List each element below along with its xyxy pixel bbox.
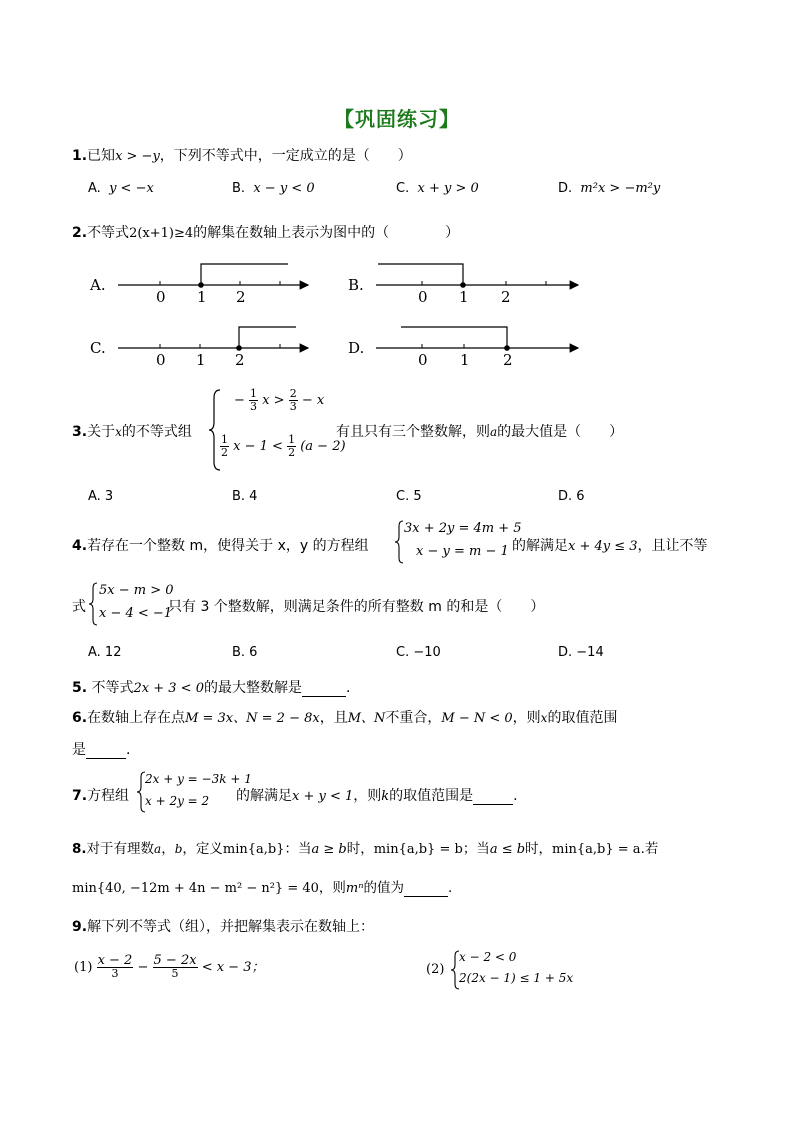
math-inequality: 2(x+1)≥4 bbox=[129, 226, 194, 241]
question-text: ，则 bbox=[512, 710, 541, 726]
question-4-line-1 bbox=[72, 535, 369, 555]
question-text: 若存在一个整数 m，使得关于 x，y 的方程组 bbox=[87, 538, 369, 554]
question-text: 不重合， bbox=[385, 710, 442, 726]
option-a: A. 3 bbox=[88, 489, 114, 504]
problem-9-1 bbox=[74, 955, 264, 980]
question-text: ，则 bbox=[353, 788, 382, 804]
math-text: < x − 3； bbox=[201, 960, 265, 975]
question-text: 解下列不等式（组），并把解集表示在数轴上： bbox=[87, 919, 375, 935]
solution-bracket bbox=[201, 264, 288, 285]
option-label: A. bbox=[90, 276, 106, 294]
answer-blank[interactable] bbox=[404, 880, 448, 897]
solution-bracket bbox=[401, 327, 507, 348]
question-text: 在数轴上存在点 bbox=[87, 710, 186, 726]
option-label: C. bbox=[396, 181, 410, 196]
option-d bbox=[558, 181, 660, 196]
page-title: 【巩固练习】 bbox=[334, 107, 460, 131]
math-condition: a ≤ b bbox=[489, 842, 526, 857]
question-text: 的解满足 bbox=[512, 538, 568, 554]
question-3-suffix bbox=[336, 421, 623, 441]
math-text: − bbox=[137, 960, 149, 975]
fraction-den: 2 bbox=[288, 446, 296, 459]
system-line-2: x − 4 < −1 bbox=[99, 606, 173, 621]
punctuation: . bbox=[345, 680, 351, 696]
option-label: B. bbox=[232, 181, 246, 196]
option-label: D. bbox=[558, 181, 573, 196]
math-var: x bbox=[115, 425, 122, 439]
fraction bbox=[220, 434, 229, 459]
question-text: 的最大值是（ ） bbox=[497, 424, 624, 440]
question-text: ，且让不等 bbox=[637, 538, 708, 554]
question-text: 的取值范围 bbox=[547, 710, 618, 726]
question-number: 5. bbox=[72, 680, 88, 696]
question-text: 时， bbox=[525, 841, 553, 857]
question-number: 3. bbox=[72, 424, 88, 440]
problem-9-2-label: (2) bbox=[426, 962, 445, 977]
question-6-line-2 bbox=[72, 739, 130, 759]
option-d: D. 6 bbox=[558, 489, 585, 504]
question-number: 2. bbox=[72, 225, 88, 241]
math-expr: min{a,b} bbox=[222, 842, 285, 857]
system-line-2: 2(2x − 1) ≤ 1 + 5x bbox=[459, 971, 574, 985]
system-brace bbox=[394, 520, 404, 564]
question-text: 的解满足 bbox=[236, 788, 292, 804]
punctuation: . bbox=[513, 788, 518, 804]
question-text: 已知 bbox=[87, 148, 116, 164]
system-line-2 bbox=[220, 434, 346, 459]
math-var: a bbox=[490, 425, 498, 439]
question-text: 的最大整数解是 bbox=[203, 680, 302, 696]
system-line-1: 2x + y = −3k + 1 bbox=[145, 772, 252, 786]
fraction-den: 3 bbox=[111, 967, 119, 980]
fraction-den: 2 bbox=[221, 446, 228, 459]
fraction-num: 5 − 2x bbox=[153, 953, 197, 968]
tick-label: 2 bbox=[235, 351, 245, 369]
option-c: C. −10 bbox=[396, 645, 441, 660]
question-text: 不等式 bbox=[87, 225, 130, 241]
math-var: k bbox=[381, 789, 390, 804]
option-c bbox=[396, 181, 479, 196]
question-4-line-2b: 只有 3 个整数解，则满足条件的所有整数 m 的和是（ ） bbox=[168, 599, 545, 615]
tick-label: 2 bbox=[501, 288, 511, 306]
option-math: x + y > 0 bbox=[417, 181, 479, 196]
math-var: mⁿ bbox=[345, 881, 364, 896]
system-brace bbox=[208, 388, 222, 472]
question-text: 对于有理数 bbox=[86, 841, 155, 857]
punctuation: ， bbox=[161, 841, 175, 857]
question-9 bbox=[72, 916, 374, 936]
tick-label: 0 bbox=[418, 288, 428, 306]
question-text: 的值为 bbox=[363, 880, 405, 896]
fraction-num: 1 bbox=[221, 433, 228, 446]
system-line-1 bbox=[234, 388, 324, 413]
fraction bbox=[97, 955, 134, 980]
math-text: (a − 2) bbox=[300, 439, 346, 454]
question-2 bbox=[72, 222, 459, 242]
fraction-num: 2 bbox=[289, 387, 297, 400]
answer-blank[interactable] bbox=[86, 742, 126, 759]
solution-bracket bbox=[239, 327, 296, 348]
fraction bbox=[289, 388, 298, 413]
question-text: ，下列不等式中，一定成立的是（ ） bbox=[159, 148, 412, 164]
question-text: 时， bbox=[346, 841, 374, 857]
option-b: B. 4 bbox=[232, 489, 258, 504]
tick-label: 0 bbox=[156, 288, 166, 306]
answer-blank[interactable] bbox=[302, 680, 346, 697]
system-line-1: 3x + 2y = 4m + 5 bbox=[404, 521, 522, 536]
number-line-figures bbox=[80, 252, 600, 372]
tick-label: 0 bbox=[156, 351, 166, 369]
question-text: 的取值范围是 bbox=[389, 788, 474, 804]
question-number: 9. bbox=[72, 919, 88, 935]
question-text: 有且只有三个整数解，则 bbox=[336, 424, 490, 440]
system-line-2: x + 2y = 2 bbox=[145, 794, 210, 808]
answer-blank[interactable] bbox=[473, 788, 513, 805]
system-line-1: x − 2 < 0 bbox=[459, 950, 517, 964]
math-points: M = 3x、N = 2 − 8x bbox=[185, 711, 320, 726]
option-label: A. bbox=[88, 181, 101, 196]
fraction bbox=[287, 434, 296, 459]
question-8-line-1 bbox=[72, 837, 658, 857]
math-text: x − 1 < bbox=[233, 439, 283, 454]
math-condition: x > −y bbox=[115, 149, 160, 164]
math-condition: M − N < 0 bbox=[441, 711, 513, 726]
tick-label: 2 bbox=[503, 351, 513, 369]
question-text: 方程组 bbox=[87, 788, 130, 804]
punctuation: . bbox=[126, 742, 131, 758]
fraction-den: 3 bbox=[250, 400, 258, 413]
math-text: − bbox=[234, 393, 245, 408]
question-4-line-1b bbox=[512, 535, 708, 555]
system-line-2: x − y = m − 1 bbox=[416, 544, 509, 559]
question-number: 4. bbox=[72, 538, 88, 554]
option-b: B. 6 bbox=[232, 645, 258, 660]
math-condition: a ≥ b bbox=[311, 842, 347, 857]
question-text: ；当 bbox=[462, 841, 490, 857]
option-d: D. −14 bbox=[558, 645, 604, 660]
question-number: 6. bbox=[72, 710, 88, 726]
fraction-num: x − 2 bbox=[97, 953, 133, 968]
question-text: 关于 bbox=[87, 424, 116, 440]
math-condition: x + y < 1 bbox=[292, 789, 354, 804]
option-a bbox=[88, 181, 154, 196]
fraction-num: 1 bbox=[250, 387, 258, 400]
option-math: m²x > −m²y bbox=[580, 181, 661, 196]
option-b bbox=[232, 181, 315, 196]
math-inequality: 2x + 3 < 0 bbox=[133, 681, 204, 696]
fraction bbox=[153, 955, 198, 980]
math-var: b bbox=[174, 842, 183, 856]
question-8-line-2 bbox=[72, 876, 452, 897]
math-var: M、N bbox=[347, 711, 386, 726]
option-a: A. 12 bbox=[88, 645, 122, 660]
question-4-line-2a: 式 bbox=[72, 599, 86, 615]
tick-label: 1 bbox=[459, 288, 469, 306]
math-text: x > bbox=[262, 393, 285, 408]
system-line-1: 5x − m > 0 bbox=[99, 583, 174, 598]
question-text: 的不等式组 bbox=[121, 424, 192, 440]
question-7-prefix bbox=[72, 785, 129, 805]
math-text: − x bbox=[301, 393, 325, 408]
tick-label: 0 bbox=[418, 351, 428, 369]
fraction-den: 3 bbox=[289, 400, 297, 413]
math-var: a bbox=[154, 842, 162, 856]
math-var: x bbox=[540, 711, 548, 725]
option-math: x − y < 0 bbox=[253, 181, 315, 196]
option-label: D. bbox=[348, 339, 365, 357]
tick-label: 1 bbox=[197, 288, 207, 306]
question-text: ，定义 bbox=[182, 841, 223, 857]
question-text: .若 bbox=[640, 841, 659, 857]
option-c: C. 5 bbox=[396, 489, 422, 504]
question-text: ，则 bbox=[318, 880, 346, 896]
question-number: 8. bbox=[72, 841, 87, 857]
solution-bracket bbox=[378, 264, 463, 285]
tick-label: 1 bbox=[196, 351, 206, 369]
system-brace bbox=[88, 582, 98, 626]
sub-label: (1) bbox=[74, 960, 93, 975]
question-1 bbox=[72, 145, 412, 165]
option-label: B. bbox=[348, 276, 364, 294]
question-3-prefix bbox=[72, 421, 192, 441]
question-text: 的解集在数轴上表示为图中的（ ） bbox=[193, 225, 460, 241]
question-number: 1. bbox=[72, 148, 88, 164]
punctuation: . bbox=[448, 880, 453, 896]
option-math: y < −x bbox=[109, 181, 154, 196]
question-text: ：当 bbox=[284, 841, 312, 857]
question-number: 7. bbox=[72, 788, 88, 804]
math-expr: min{40, −12m + 4n − m² − n²} = 40 bbox=[72, 881, 319, 896]
question-text: 不等式 bbox=[87, 680, 134, 696]
math-condition: x + 4y ≤ 3 bbox=[568, 539, 638, 554]
math-expr: min{a,b} = a bbox=[552, 842, 641, 857]
question-5 bbox=[72, 677, 350, 697]
math-expr: min{a,b} = b bbox=[373, 842, 463, 857]
question-6-line-1 bbox=[72, 707, 617, 727]
tick-label: 1 bbox=[460, 351, 470, 369]
fraction bbox=[249, 388, 258, 413]
fraction-den: 5 bbox=[171, 967, 179, 980]
question-text: 是 bbox=[72, 742, 86, 758]
question-7-suffix bbox=[236, 785, 518, 805]
question-text: ，且 bbox=[319, 710, 348, 726]
fraction-num: 1 bbox=[288, 433, 296, 446]
tick-label: 2 bbox=[236, 288, 246, 306]
option-label: C. bbox=[90, 339, 106, 357]
